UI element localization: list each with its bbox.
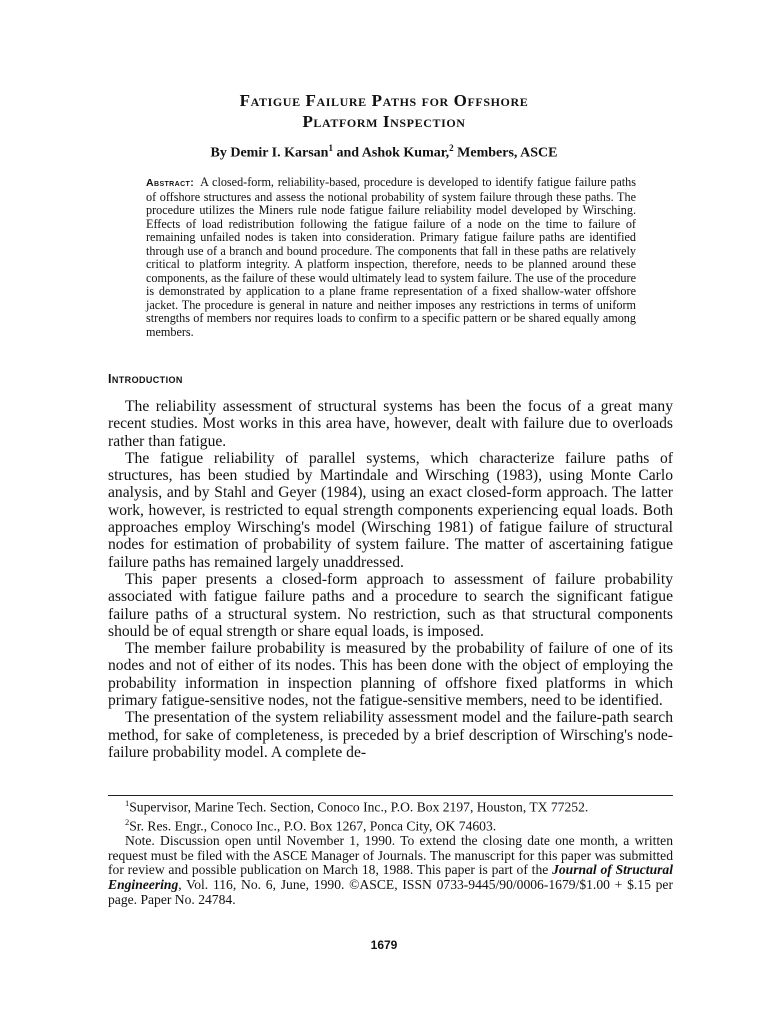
author-byline [0,143,768,162]
journal-name: Journal of Structural Engineering [108,862,674,893]
footnote-2 [108,815,673,834]
footnote-1 [108,796,673,815]
author-middle: and Ashok Kumar, [332,145,450,161]
footnote-2-text: Sr. Res. Engr., Conoco Inc., P.O. Box 1267, Ponca City, OK 74603. [129,818,497,834]
footnote-1-mark: 1 [125,798,130,808]
abstract-label: Abstract: [146,177,195,189]
author-footnote-mark-1: 1 [328,143,333,153]
section-heading-introduction: Introduction [108,372,183,386]
footnote-1-text: Supervisor, Marine Tech. Section, Conoco Inc., P.O. Box 2197, Houston, TX 77252. [129,799,589,815]
page-number: 1679 [370,938,398,952]
note-text-before: Note. Discussion open until November 1, 1990. To extend the closing date one month, a written request must be filed with the ASCE Manager of Journals. The manuscript for this paper was submitted for review and possible publication on March 18, 1988. This paper is part of the [108,833,673,878]
abstract-text: A closed-form, reliability-based, procedure is developed to identify fatigue failure paths of offshore structures and assess the notional probability of system failure through these paths. The procedure utilizes the Miners rule node fatigue failure reliability model developed by Wirsching. Effects of load redistribution following the fatigue failure of a node on the time to failure of remaining unfailed nodes is taken into consideration. Primary fatigue failure paths are identified through use of a branch and bound procedure. The components that fall in these paths are relatively critical to platform integrity. A platform inspection, therefore, needs to be planned around these components, as the failure of these would ultimately lead to system failure. The use of the procedure is demonstrated by application to a plane frame representation of a fixed shallow-water offshore jacket. The procedure is general in nature and neither imposes any restrictions in terms of uniform strengths of members nor requires loads to confirm to a specific pattern or be shared equally among members. [146,175,636,339]
author-footnote-mark-2: 2 [449,143,454,153]
discussion-note [108,834,673,907]
body-paragraph-2: The fatigue reliability of parallel systems, which characterize failure paths of structures, has been studied by Martindale and Wirsching (1983), using Monte Carlo analysis, and by Stahl and Geyer (1984), using an exact closed-form approach. The latter work, however, is restricted to equal strength components experiencing equal loads. Both approaches employ Wirsching's model (Wirsching 1981) of fatigue failure of structural nodes for estimation of probability of system failure. The matter of ascertaining fatigue failure paths has remained largely unaddressed. [108,449,673,571]
abstract [146,176,636,339]
body-paragraph-3: This paper presents a closed-form approach to assessment of failure probability associated with fatigue failure paths and a procedure to search the significant fatigue failure paths of a structural system. No restriction, such as that structural components should be of equal strength or share equal loads, is imposed. [108,570,673,640]
note-text-after: , Vol. 116, No. 6, June, 1990. ©ASCE, ISSN 0733-9445/90/0006-1679/$1.00 + $.15 per page. Paper No. 24784. [108,877,673,907]
footnote-2-mark: 2 [125,817,130,828]
author-suffix: Members, ASCE [453,145,558,161]
title-line-1: Fatigue Failure Paths for Offshore [239,91,529,110]
body-paragraph-1: The reliability assessment of structural systems has been the focus of a great many recent studies. Most works in this area have, however, dealt with failure due to overloads rather than fatigue. [108,398,673,450]
paper-title [0,90,768,132]
footnotes [108,796,673,907]
author-prefix: By Demir I. Karsan [210,145,329,161]
body-paragraph-4: The member failure probability is measured by the probability of failure of one of its nodes and not of either of its nodes. This has been done with the object of employing the probability information in inspection planning of offshore fixed platforms in which primary fatigue-sensitive nodes, not the fatigue-sensitive members, need to be identified. [108,640,673,710]
body-text [108,398,673,761]
title-line-2: Platform Inspection [302,112,466,131]
body-paragraph-5: The presentation of the system reliability assessment model and the failure-path search method, for sake of completeness, is preceded by a brief description of Wirsching's node-failure probability model. A complete de- [108,709,673,761]
